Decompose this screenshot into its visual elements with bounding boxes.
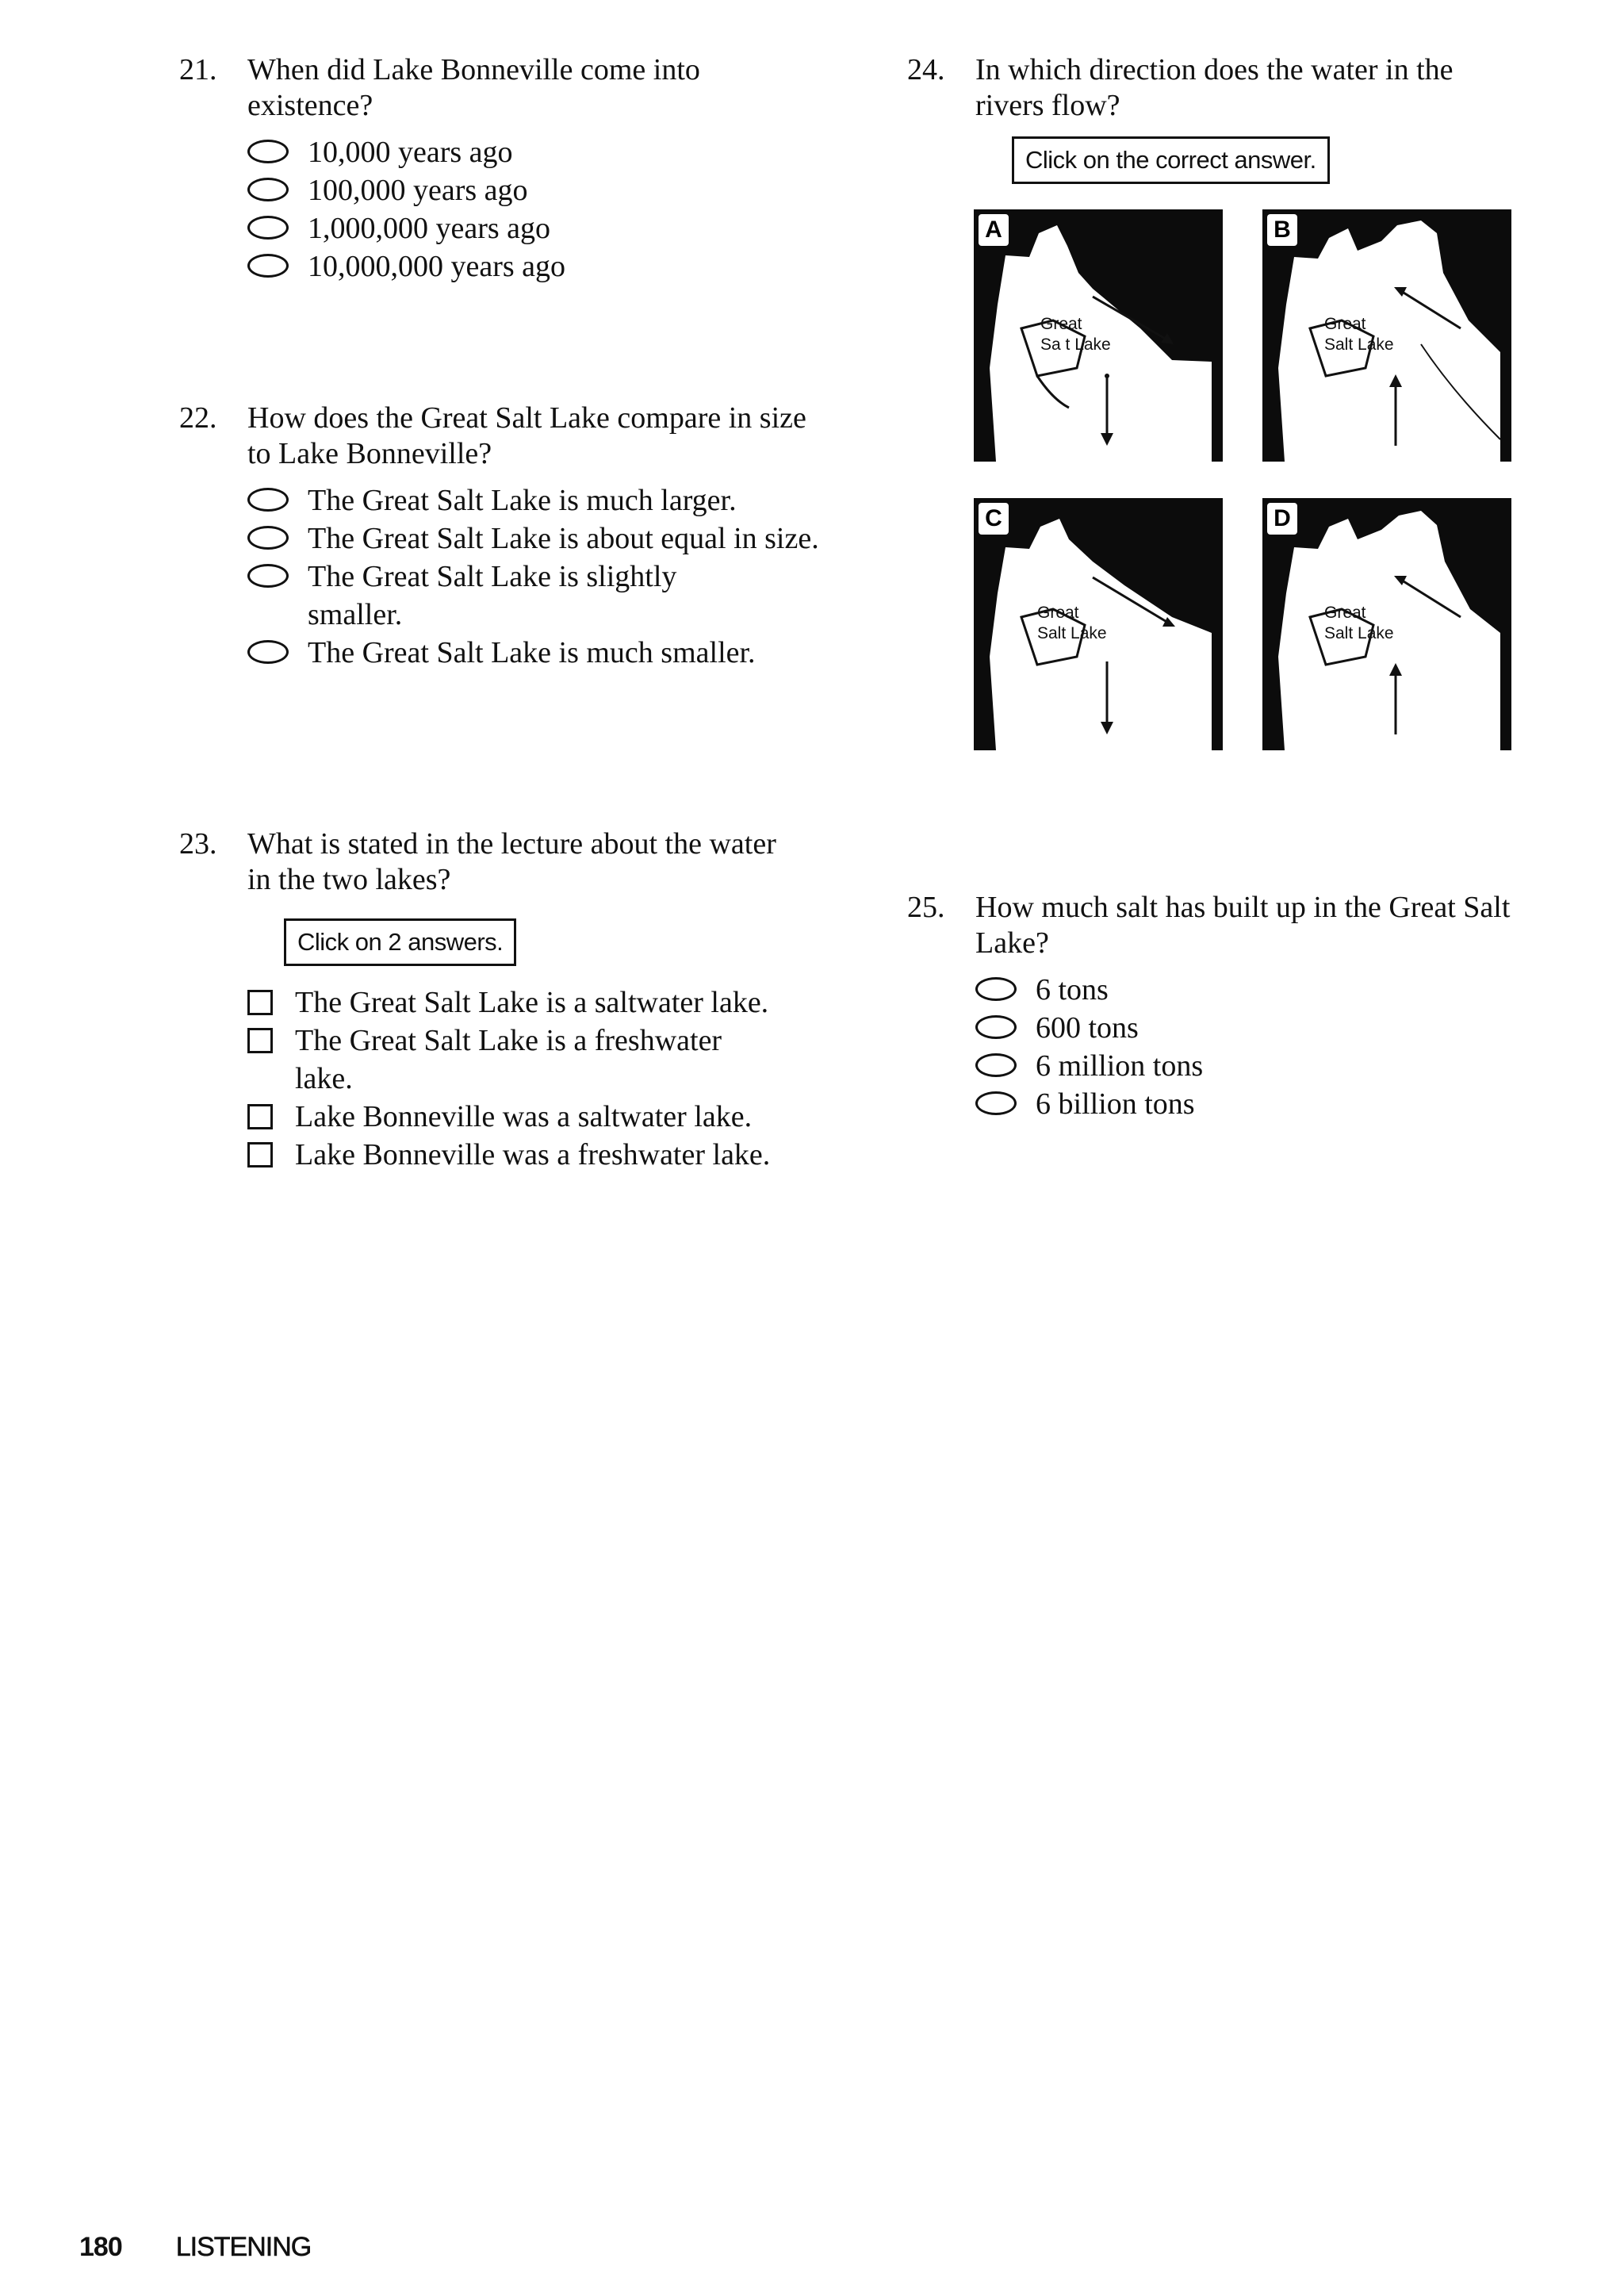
answer-options [975,971,1526,1123]
map-label-line2: Sa t Lake [1040,335,1111,354]
radio-icon[interactable] [975,1015,1017,1039]
question-number: 25. [907,891,945,924]
option-label: 6 tons [1036,973,1109,1006]
question-text: How much salt has built up in the Great Salt Lake? [975,891,1511,960]
answer-option[interactable] [975,1047,1526,1085]
answer-option[interactable] [247,983,837,1022]
question-24 [907,52,1526,184]
section-title: LISTENING [175,2232,312,2262]
question-text: When did Lake Bonneville come into existence? [247,53,700,122]
radio-icon[interactable] [247,216,289,240]
map-label-line1: Great [1324,315,1366,333]
map-option-c[interactable] [974,498,1223,750]
map-label-line2: Salt Lake [1037,624,1107,642]
answer-option[interactable] [247,558,829,634]
question-22 [179,401,829,672]
map-option-b[interactable] [1262,209,1511,462]
map-letter: A [979,214,1009,246]
answer-option[interactable] [247,1136,837,1174]
answer-option[interactable] [247,634,829,672]
map-label-line1: Great [1037,604,1079,622]
answer-options [247,481,829,672]
page-footer [79,2232,311,2263]
question-23 [179,826,837,1174]
question-25 [907,890,1526,1123]
option-label: 10,000 years ago [308,136,513,169]
checkbox-icon[interactable] [247,1104,273,1129]
question-number: 24. [907,53,945,86]
map-label-line1: Great [1324,604,1366,622]
radio-icon[interactable] [247,178,289,201]
checkbox-icon[interactable] [247,990,273,1015]
option-label: The Great Salt Lake is slightly smaller. [308,560,677,631]
answer-option[interactable] [975,1085,1526,1123]
answer-options [247,983,837,1174]
option-label: The Great Salt Lake is much larger. [308,484,737,517]
radio-icon[interactable] [247,640,289,664]
map-option-d[interactable] [1262,498,1511,750]
instruction-box: Click on the correct answer. [1012,136,1330,184]
answer-option[interactable] [975,971,1526,1009]
question-number: 21. [179,53,217,86]
answer-option[interactable] [247,481,829,520]
answer-option[interactable] [975,1009,1526,1047]
radio-icon[interactable] [247,526,289,550]
radio-icon[interactable] [247,564,289,588]
map-option-a[interactable] [974,209,1223,462]
radio-icon[interactable] [975,1053,1017,1077]
radio-icon[interactable] [975,1091,1017,1115]
question-number: 22. [179,401,217,435]
option-label: Lake Bonneville was a freshwater lake. [295,1138,771,1171]
map-label-line2: Salt Lake [1324,624,1394,642]
answer-option[interactable] [247,247,829,286]
radio-icon[interactable] [975,977,1017,1001]
radio-icon[interactable] [247,140,289,163]
option-label: 10,000,000 years ago [308,250,566,283]
option-label: 6 billion tons [1036,1087,1195,1121]
answer-option[interactable] [247,1022,837,1098]
option-label: 600 tons [1036,1011,1139,1045]
answer-option[interactable] [247,133,829,171]
page-number: 180 [79,2232,122,2262]
option-label: The Great Salt Lake is a freshwater lake. [295,1024,722,1095]
option-label: The Great Salt Lake is a saltwater lake. [295,986,769,1019]
option-label: The Great Salt Lake is much smaller. [308,636,756,669]
question-text: How does the Great Salt Lake compare in size to Lake Bonneville? [247,401,806,470]
question-text: In which direction does the water in the rivers flow? [975,53,1454,122]
question-text: What is stated in the lecture about the water in the two lakes? [247,827,776,896]
map-label-line1: Great [1040,315,1082,333]
option-label: 6 million tons [1036,1049,1204,1083]
map-letter: C [979,503,1009,535]
option-label: 1,000,000 years ago [308,212,551,245]
map-letter: B [1267,214,1297,246]
answer-option[interactable] [247,1098,837,1136]
question-number: 23. [179,827,217,861]
map-letter: D [1267,503,1297,535]
radio-icon[interactable] [247,254,289,278]
checkbox-icon[interactable] [247,1028,273,1053]
option-label: The Great Salt Lake is about equal in size. [308,522,819,555]
instruction-box: Click on 2 answers. [284,918,516,966]
map-label-line2: Salt Lake [1324,335,1394,354]
answer-option[interactable] [247,209,829,247]
radio-icon[interactable] [247,488,289,512]
question-21 [179,52,829,286]
answer-options [247,133,829,286]
answer-option[interactable] [247,520,829,558]
answer-option[interactable] [247,171,829,209]
option-label: 100,000 years ago [308,174,528,207]
checkbox-icon[interactable] [247,1142,273,1168]
option-label: Lake Bonneville was a saltwater lake. [295,1100,753,1133]
